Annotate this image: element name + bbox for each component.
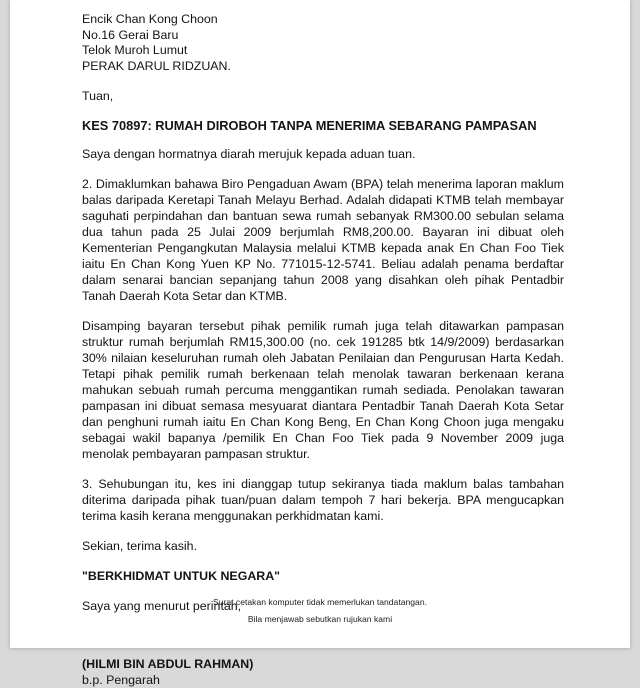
signatory-name: (HILMI BIN ABDUL RAHMAN) xyxy=(82,657,254,671)
signatory-title: b.p. Pengarah xyxy=(82,673,160,687)
address-line: Encik Chan Kong Choon xyxy=(82,12,218,26)
letter-subject: KES 70897: RUMAH DIROBOH TANPA MENERIMA SEBARANG PAMPASAN xyxy=(82,118,537,133)
paragraph-3: 3. Sehubungan itu, kes ini dianggap tutup sekiranya tiada maklum balas tambahan diterima daripada pihak tuan/puan dalam tempoh 7 hari bekerja. BPA mengucapkan terima kasih kerana menggunakan perkhidmatan kami. xyxy=(82,477,564,523)
letter-body xyxy=(82,12,564,688)
paragraph-compensation: Disamping bayaran tersebut pihak pemilik rumah juga telah ditawarkan pampasan struktur rumah berjumlah RM15,300.00 (no. cek 191285 btk 14/9/2009) berdasarkan 30% nilaian keseluruhan rumah oleh Jabatan Penilaian dan Pengurusan Harta Kedah. Tetapi pihak pemilik rumah berkenaan telah menolak tawaran berkenaan kerana mahukan sebuah rumah percuma menggantikan rumah sediada. Penolakan tawaran pampasan ini dibuat semasa mesyuarat diantara Pentadbir Tanah Daerah Kota Setar dan penghuni rumah iaitu En Chan Kong Beng, En Chan Kong Choon juga mengaku sebagai wakil bapanya /pemilik En Chan Foo Tiek pada 9 November 2009 juga menolak pembayaran pampasan struktur. xyxy=(82,319,564,461)
address-line: No.16 Gerai Baru xyxy=(82,27,179,42)
sign-off: Saya yang menurut perintah, xyxy=(82,599,242,613)
salutation: Tuan, xyxy=(82,89,114,103)
recipient-address xyxy=(82,12,564,74)
address-line: Telok Muroh Lumut xyxy=(82,43,188,57)
footer-note: Surat cetakan komputer tidak memerlukan tandatangan. xyxy=(212,597,427,607)
paragraph-2: 2. Dimaklumkan bahawa Biro Pengaduan Awam (BPA) telah menerima laporan maklum balas daripada Keretapi Tanah Melayu Berhad. Adalah didapati KTMB telah membayar saguhati perpindahan dan bantuan sewa rumah sebanyak RM300.00 sebulan selama dua tahun pada 25 Julai 2009 berjumlah RM8,200.00. Bayaran ini dibuat oleh Kementerian Pengangkutan Malaysia melalui KTMB kepada anak En Chan Foo Tiek iaitu En Chan Kong Yuen KP No. 771015-12-5741. Beliau adalah penama berdaftar dalam senarai bancian sepanjang tahun 2008 yang disahkan oleh pihak Pentadbir Tanah Daerah Kota Setar dan KTMB. xyxy=(82,177,564,303)
motto: "BERKHIDMAT UNTUK NEGARA" xyxy=(82,569,281,583)
address-line: PERAK DARUL RIDZUAN. xyxy=(82,58,231,73)
closing-text: Sekian, terima kasih. xyxy=(82,539,198,553)
footer-reference-note: Bila menjawab sebutkan rujukan kami xyxy=(247,614,393,624)
paragraph-intro: Saya dengan hormatnya diarah merujuk kepada aduan tuan. xyxy=(82,147,416,161)
